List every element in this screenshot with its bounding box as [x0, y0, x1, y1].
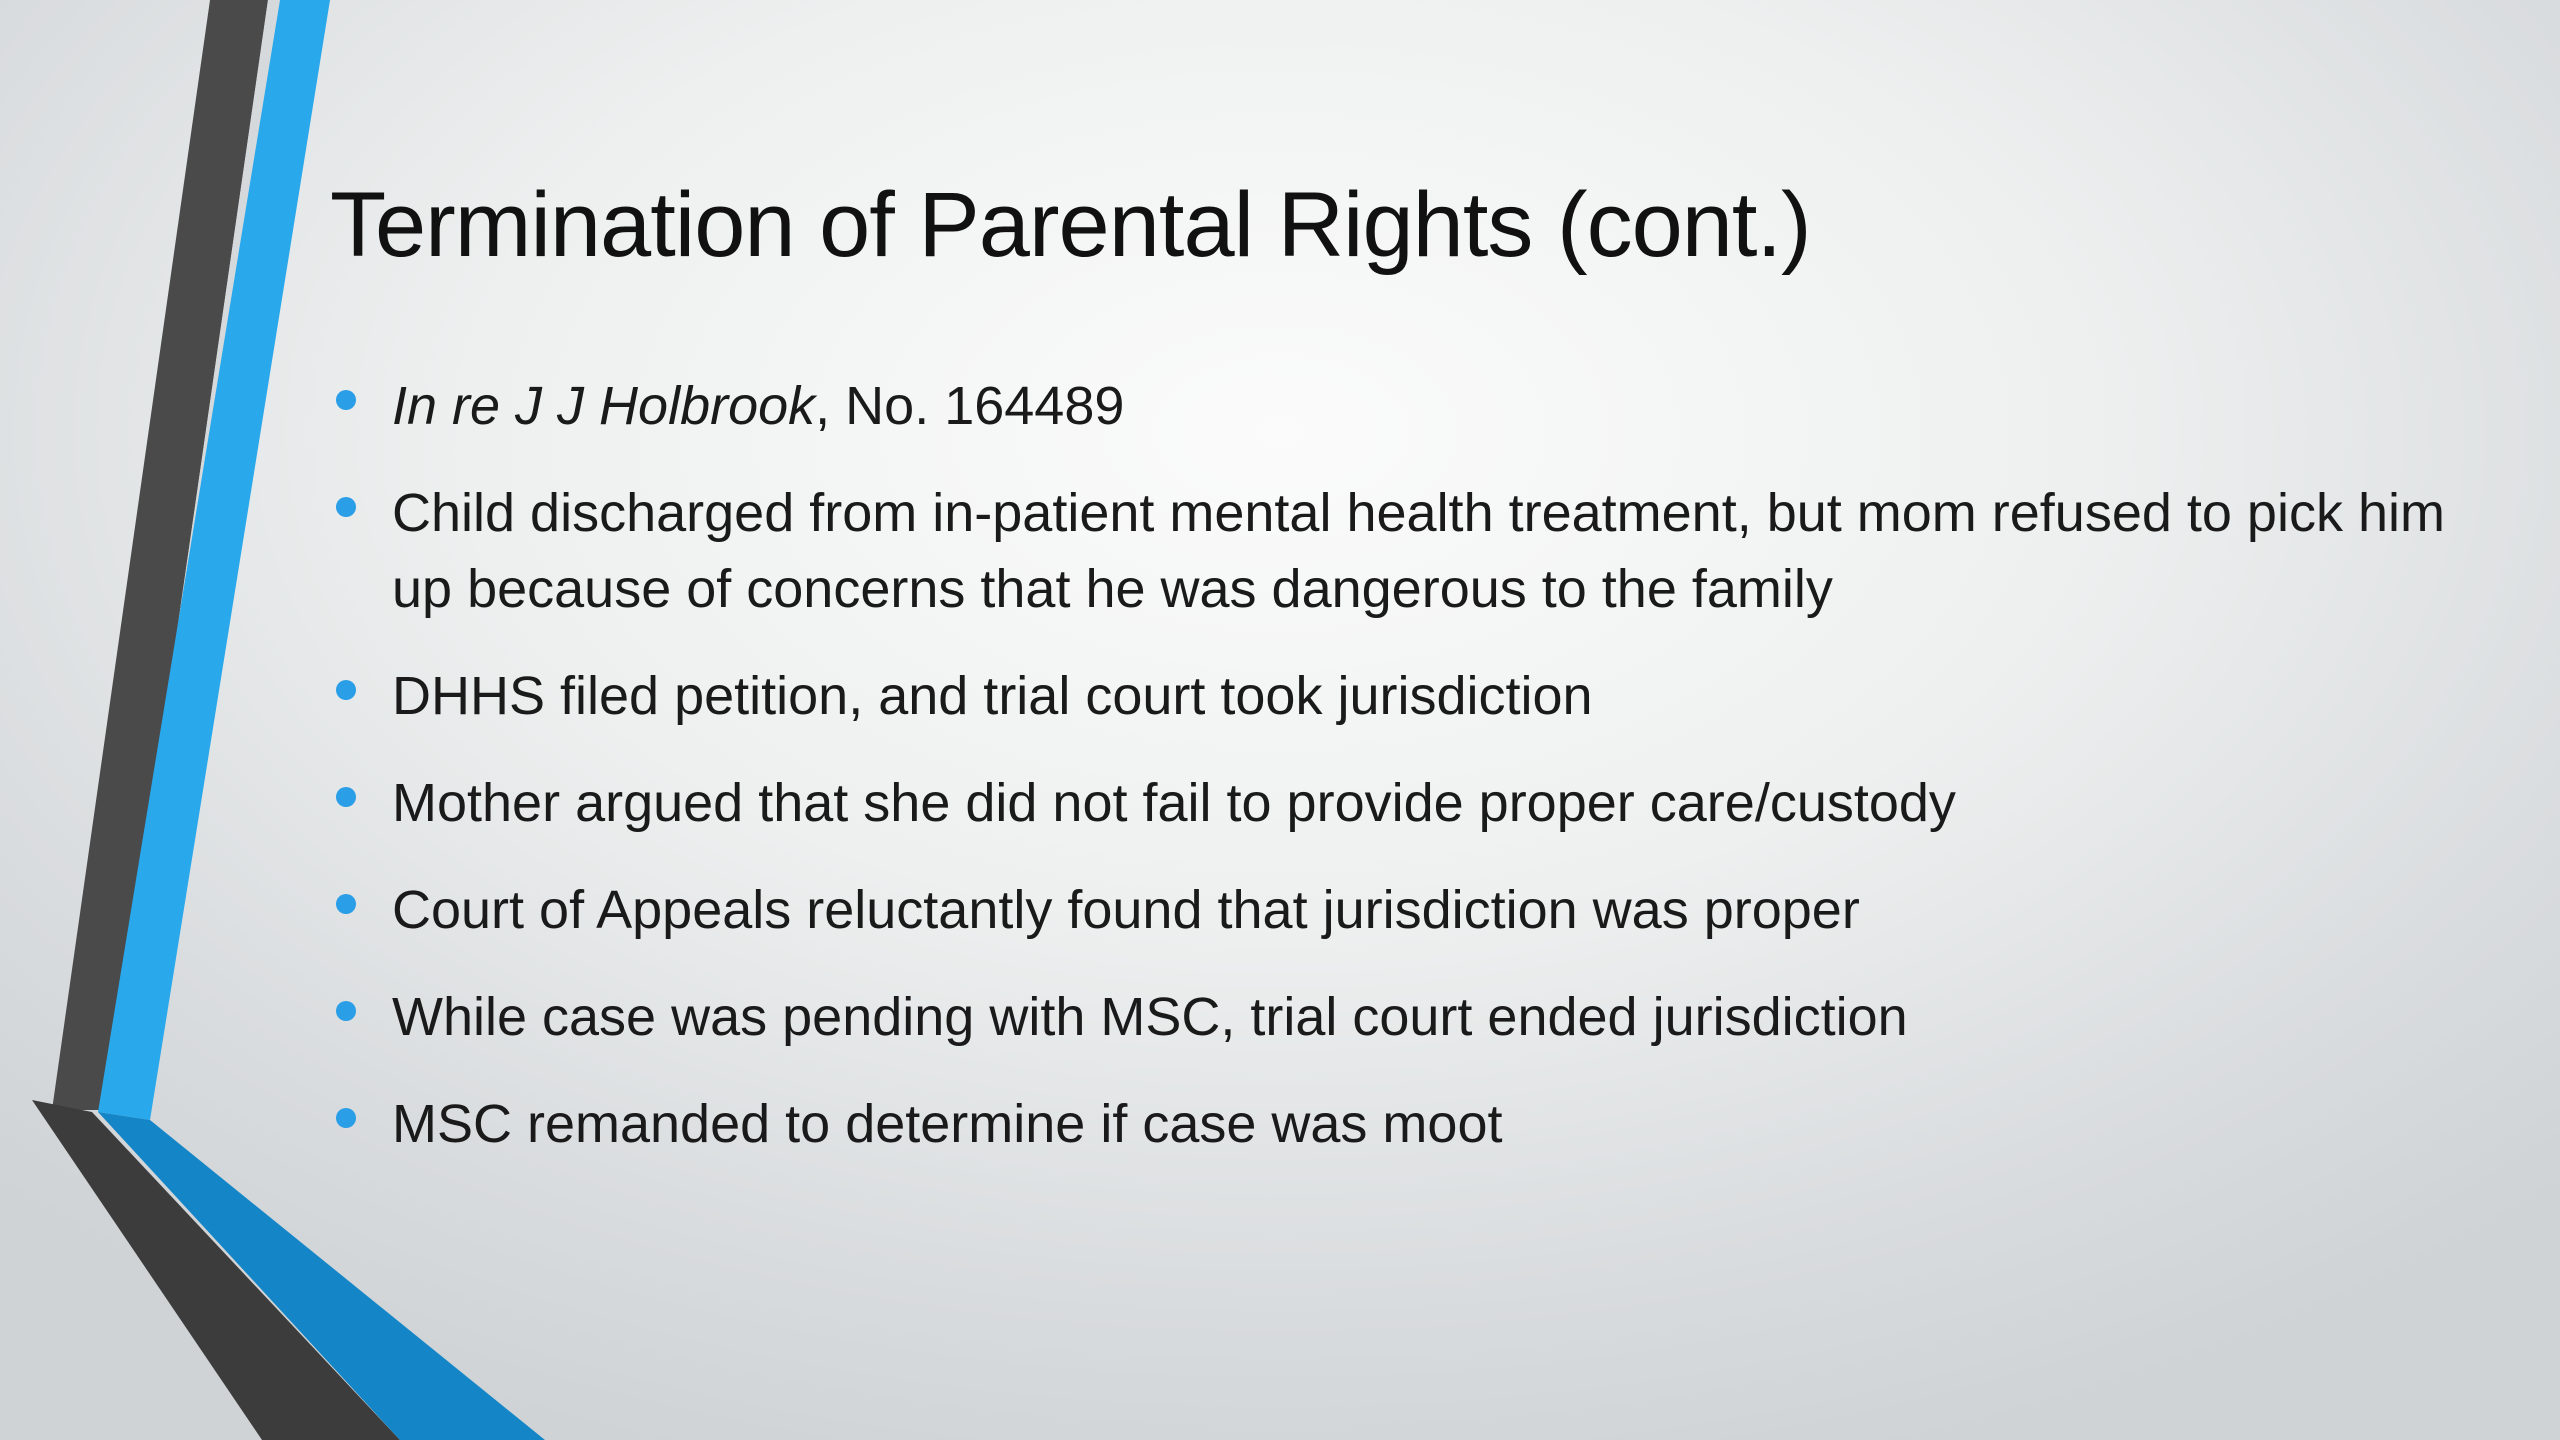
bullet-dot-icon [336, 390, 356, 410]
bullet-dot-icon [336, 894, 356, 914]
slide-title: Termination of Parental Rights (cont.) [330, 174, 1811, 276]
case-number: , No. 164489 [815, 376, 1125, 436]
bullet-text: Court of Appeals reluctantly found that jurisdiction was proper [392, 880, 1860, 940]
bullet-msc-remanded [330, 1086, 2450, 1162]
bullet-text: Child discharged from in-patient mental health treatment, but mom refused to pick him up because of concerns that he was dangerous to the family [392, 483, 2445, 619]
bullet-msc-pending [330, 979, 2450, 1055]
bullet-mother-argued [330, 765, 2450, 841]
bullet-dot-icon [336, 1001, 356, 1021]
case-name: In re J J Holbrook [392, 376, 816, 436]
bullet-text: While case was pending with MSC, trial court ended jurisdiction [392, 987, 1908, 1047]
bullet-court-of-appeals [330, 872, 2450, 948]
bullet-text: MSC remanded to determine if case was moot [392, 1094, 1503, 1154]
bullet-dhhs-petition [330, 658, 2450, 734]
bullet-dot-icon [336, 787, 356, 807]
bullet-dot-icon [336, 1108, 356, 1128]
bullet-case-citation [330, 368, 2450, 444]
bullet-dot-icon [336, 680, 356, 700]
bullet-child-discharged [330, 475, 2450, 627]
bullet-text: DHHS filed petition, and trial court took jurisdiction [392, 666, 1593, 726]
bullet-dot-icon [336, 497, 356, 517]
bullet-list [330, 368, 2450, 1193]
bullet-text: Mother argued that she did not fail to provide proper care/custody [392, 773, 1956, 833]
